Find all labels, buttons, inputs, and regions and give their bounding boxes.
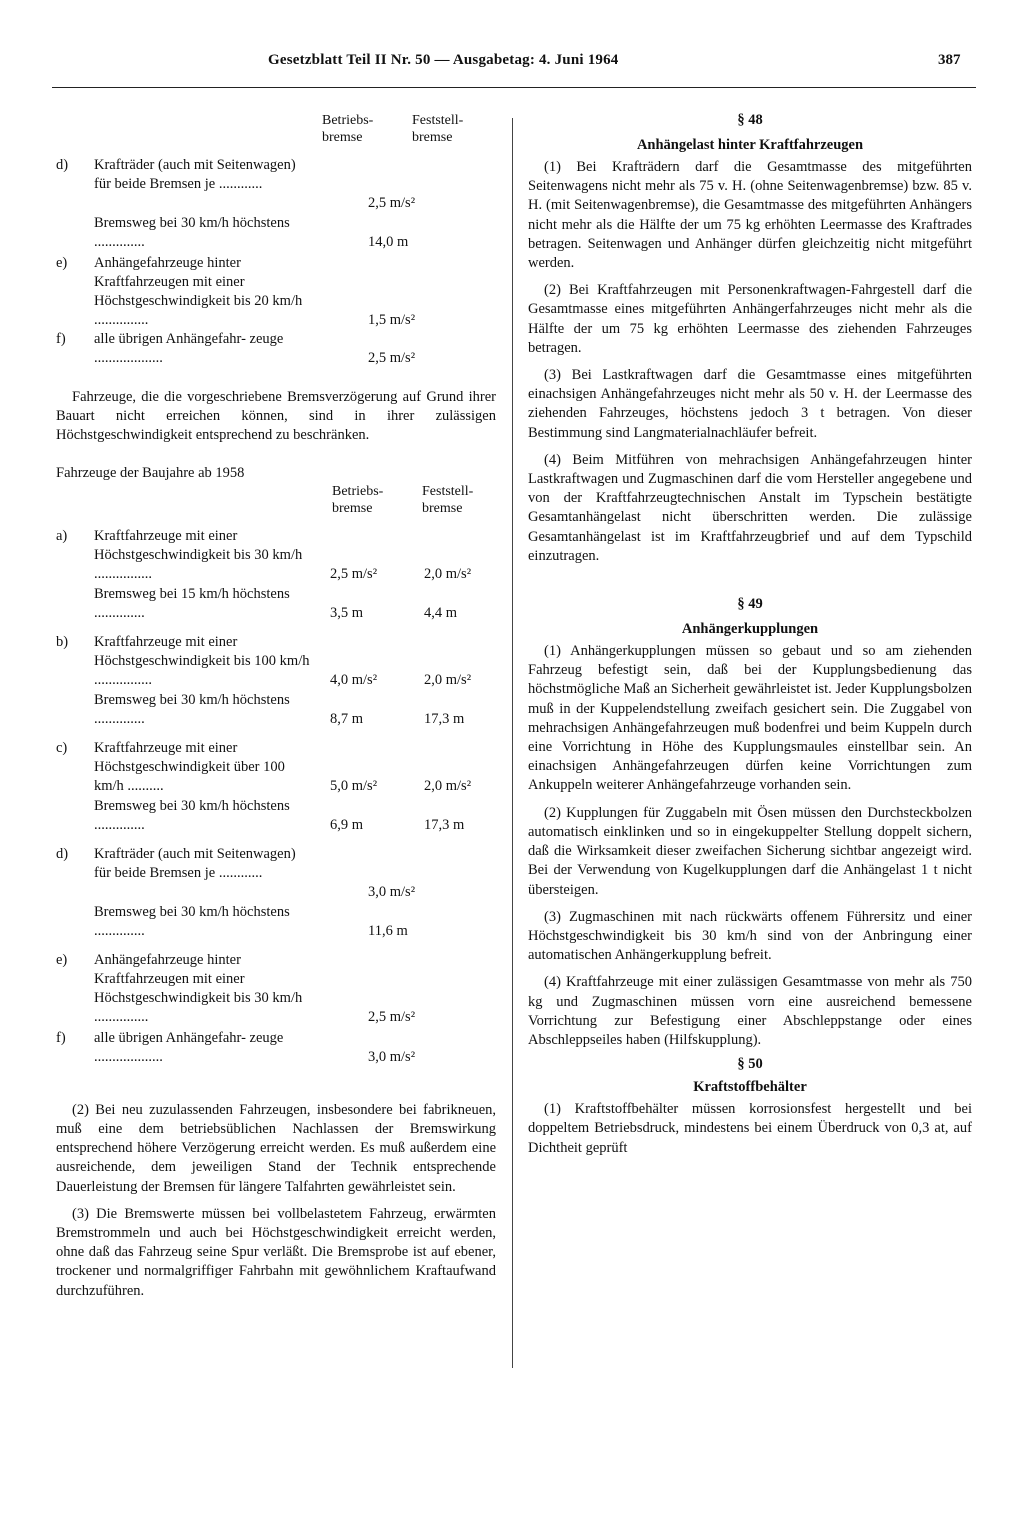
s49-para-2: (2) Kupplungen für Zuggabeln mit Ösen müssen den Durchsteckbolzen automatisch einklinken und so in eingekuppelter Stellung doppelt sichern, daß die Wirksamkeit dieser zweifachen Sicherung sichtbar angezeigt wird. Bei der Verwendung von Kugelkupplungen darf die Anhängelast 1 t nicht übersteigen. <box>528 804 972 898</box>
table2-value-betriebsbremse: 2,5 m/s² <box>330 565 378 582</box>
section-50-title: Kraftstoffbehälter <box>693 1079 807 1096</box>
table1-row-text: alle übrigen Anhängefahr- zeuge ................... <box>94 331 284 366</box>
table1-row-text: Bremsweg bei 30 km/h höchstens .............. <box>94 215 290 250</box>
table2-value: 3,0 m/s² <box>368 1048 416 1065</box>
table2-row-text: alle übrigen Anhängefahr- zeuge ................... <box>94 1029 284 1065</box>
table1-col1-heading: Betriebs- bremse <box>322 113 374 145</box>
table2-row-text: Kraftfahrzeuge mit einer Höchstgeschwindigkeit bis 100 km/h ................ <box>94 633 310 688</box>
table1-row-label: e) <box>56 255 68 271</box>
table2-value-feststellbremse: 17,3 m <box>424 710 465 727</box>
table2-value-betriebsbremse: 5,0 m/s² <box>330 777 378 794</box>
table2-row-text: Bremsweg bei 15 km/h höchstens .............. <box>94 585 290 621</box>
running-head <box>0 52 1024 74</box>
table2-row-label: b) <box>56 633 69 650</box>
table2-row-label: f) <box>56 1029 66 1046</box>
running-title: Gesetzblatt Teil II Nr. 50 — Ausgabetag: 4. Juni 1964 <box>268 52 619 68</box>
table1-value: 14,0 m <box>368 234 409 250</box>
table2-value-feststellbremse: 4,4 m <box>424 604 458 621</box>
s48-para-4: (4) Beim Mitführen von mehrachsigen Anhängefahrzeugen hinter Lastkraftwagen und Zugmaschinen darf die vom Hersteller angegebene und von der Kraftfahrzeugtechnischen Anstalt im Typschein bestätigte Gesamtanhängelast nicht überschritten werden. Die zulässige Gesamtanhängelast ist im Kraftfahrzeugbrief und auf dem Typschild einzutragen. <box>528 451 972 564</box>
table2-value: 11,6 m <box>368 922 408 939</box>
table2-value-feststellbremse: 2,0 m/s² <box>424 565 472 582</box>
header-rule <box>52 87 976 88</box>
table2-row-text: Bremsweg bei 30 km/h höchstens .............. <box>94 903 290 939</box>
s48-para-1: (1) Bei Krafträdern darf die Gesamtmasse des mitgeführten Seitenwagens nicht mehr als 75 v. H. (ohne Seitenwagenbremse) bzw. 85 v. H. (mit Seitenwagenbremse), die Gesamtmasse des mitgeführten Anhängers nicht mehr als die Hälfte der um 75 kg erhöhten Leermasse des Kraftrades betragen. Seitenwagen und Anhänger dürfen gleichzeitig nicht mitgeführt werden. <box>528 159 972 272</box>
table2-row-text: Kraftfahrzeuge mit einer Höchstgeschwindigkeit bis 30 km/h ................ <box>94 527 303 582</box>
s49-para-3: (3) Zugmaschinen mit nach rückwärts offenem Führersitz und einer Höchstgeschwindigkeit bis 30 km/h sind von der Anbringung einer automatischen Anhängerkupplung befreit. <box>528 908 972 964</box>
table1-row-text: Krafträder (auch mit Seitenwagen) für beide Bremsen je ............ <box>94 157 296 192</box>
table1-row-text: Anhängefahrzeuge hinter Kraftfahrzeugen mit einer Höchstgeschwindigkeit bis 20 km/h ............... <box>94 255 303 328</box>
table2-col2-heading: Feststell- bremse <box>422 483 474 516</box>
s49-para-4: (4) Kraftfahrzeuge mit einer zulässigen Gesamtmasse von mehr als 750 kg und Zugmaschinen müssen vorn eine ausreichend bemessene Vorrichtung zur Befestigung einer Abschleppstange oder eines Abschleppseiles haben (Hilfskupplung). <box>528 974 972 1048</box>
para-vehicles: Fahrzeuge, die die vorgeschriebene Bremsverzögerung auf Grund ihrer Bauart nicht erreichen können, sind in ihrer zulässigen Höchstgeschwindigkeit entsprechend zu beschränken. <box>56 389 496 444</box>
s48-para-2: (2) Bei Kraftfahrzeugen mit Personenkraftwagen-Fahrgestell darf die Gesamtmasse eines mitgeführten Anhängerfahrzeuges nicht mehr als die Hälfte der um 75 kg erhöhten Leermasse des ziehenden Fahrzeuges betragen. <box>528 282 972 356</box>
table2-row-label: e) <box>56 951 68 968</box>
right-column <box>528 112 972 1158</box>
page-number: 387 <box>938 52 961 68</box>
table2-header <box>66 483 496 527</box>
table2-row-text: Bremsweg bei 30 km/h höchstens .............. <box>94 691 290 727</box>
section-48-title: Anhängelast hinter Kraftfahrzeugen <box>636 137 864 153</box>
table1-value: 1,5 m/s² <box>368 312 416 328</box>
para-2: (2) Bei neu zuzulassenden Fahrzeugen, insbesondere bei fabrikneuen, muß eine dem betriebsüblichen Nachlassen der Bremswirkung entsprechend höhere Verzögerung erreicht werden. Es muß außerdem eine ausreichende, dem jeweiligen Stand der Technik entsprechende Dauerleistung der Bremsen für längere Talfahrten gewährleistet sein. <box>56 1101 496 1195</box>
table2-value-betriebsbremse: 3,5 m <box>330 604 364 621</box>
table1-col2-heading: Feststell- bremse <box>412 113 464 145</box>
table2-value-feststellbremse: 2,0 m/s² <box>424 671 472 688</box>
table2-row-text: Anhängefahrzeuge hinter Kraftfahrzeugen mit einer Höchstgeschwindigkeit bis 30 km/h ............... <box>94 951 303 1025</box>
table2-value-betriebsbremse: 6,9 m <box>330 816 364 833</box>
table2-col1-heading: Betriebs- bremse <box>332 483 384 516</box>
section-48-number: § 48 <box>737 112 763 128</box>
table2-row-label: c) <box>56 739 68 756</box>
section-50-number: § 50 <box>737 1056 763 1073</box>
table2-row-label: a) <box>56 527 68 544</box>
table1-row-label: f) <box>56 331 66 347</box>
table1-header <box>56 112 496 156</box>
s49-para-1: (1) Anhängerkupplungen müssen so gebaut und so am ziehenden Fahrzeug befestigt sein, daß bei der Kupplungsbedienung das höchstmögliche Maß an Sicherheit gewährleistet ist. Jeder Kupplungsbolzen muß in der Kuppelendstellung zweifach gesichert sein. Die Zuggabel von mehrachsigen Anhängefahrzeugen muß bodenfrei und beim Kuppeln durch eine Vorrichtung in Höhe des Kupplungsmaules einstellbar sein. An einachsigen Anhängefahrzeugen dürfen keine Vorrichtungen zum Ankuppeln weiterer Anhängefahrzeuge vorhanden sein. <box>528 643 972 794</box>
left-column <box>56 112 496 1301</box>
column-divider <box>512 118 513 1368</box>
table2-value-betriebsbremse: 8,7 m <box>330 710 364 727</box>
table1-value: 2,5 m/s² <box>368 195 416 211</box>
table2-value: 2,5 m/s² <box>368 1008 416 1025</box>
para-3: (3) Die Bremswerte müssen bei vollbelastetem Fahrzeug, erwärmten Bremstrommeln und auch bei Höchstgeschwindigkeit erreicht werden, ohne daß das Fahrzeug seine Spur verläßt. Die Bremsprobe ist auf ebener, trockener und normalgriffiger Fahrbahn mit gewöhnlichem Kraftaufwand durchzuführen. <box>56 1205 496 1299</box>
table2-intro: Fahrzeuge der Baujahre ab 1958 <box>56 464 245 481</box>
table1 <box>56 156 496 382</box>
table2-value: 3,0 m/s² <box>368 883 416 900</box>
table2 <box>56 527 496 1097</box>
table2-row-text: Krafträder (auch mit Seitenwagen) für beide Bremsen je ............ <box>94 845 296 881</box>
table2-value-feststellbremse: 17,3 m <box>424 816 465 833</box>
section-49-number: § 49 <box>737 596 763 613</box>
table2-value-betriebsbremse: 4,0 m/s² <box>330 671 378 688</box>
table2-value-feststellbremse: 2,0 m/s² <box>424 777 472 794</box>
section-49-title: Anhängerkupplungen <box>681 621 819 638</box>
table2-row-text: Bremsweg bei 30 km/h höchstens .............. <box>94 797 290 833</box>
table1-value: 2,5 m/s² <box>368 350 416 366</box>
s48-para-3: (3) Bei Lastkraftwagen darf die Gesamtmasse eines mitgeführten einachsigen Anhängefahrzeuges nicht mehr als 50 v. H. der Leermasse des ziehenden Fahrzeuges, höchstens jedoch 3 t betragen. Von dieser Bestimmung sind Langmaterialnachläufer befreit. <box>528 367 972 441</box>
s50-para-1: (1) Kraftstoffbehälter müssen korrosionsfest hergestellt und bei doppeltem Betriebsdruck, mindestens bei einem Überdruck von 0,3 at, auf Dichtheit geprüft <box>528 1101 972 1156</box>
table1-row-label: d) <box>56 157 69 173</box>
table2-row-text: Kraftfahrzeuge mit einer Höchstgeschwindigkeit über 100 km/h .......... <box>94 739 285 794</box>
table2-row-label: d) <box>56 845 69 862</box>
